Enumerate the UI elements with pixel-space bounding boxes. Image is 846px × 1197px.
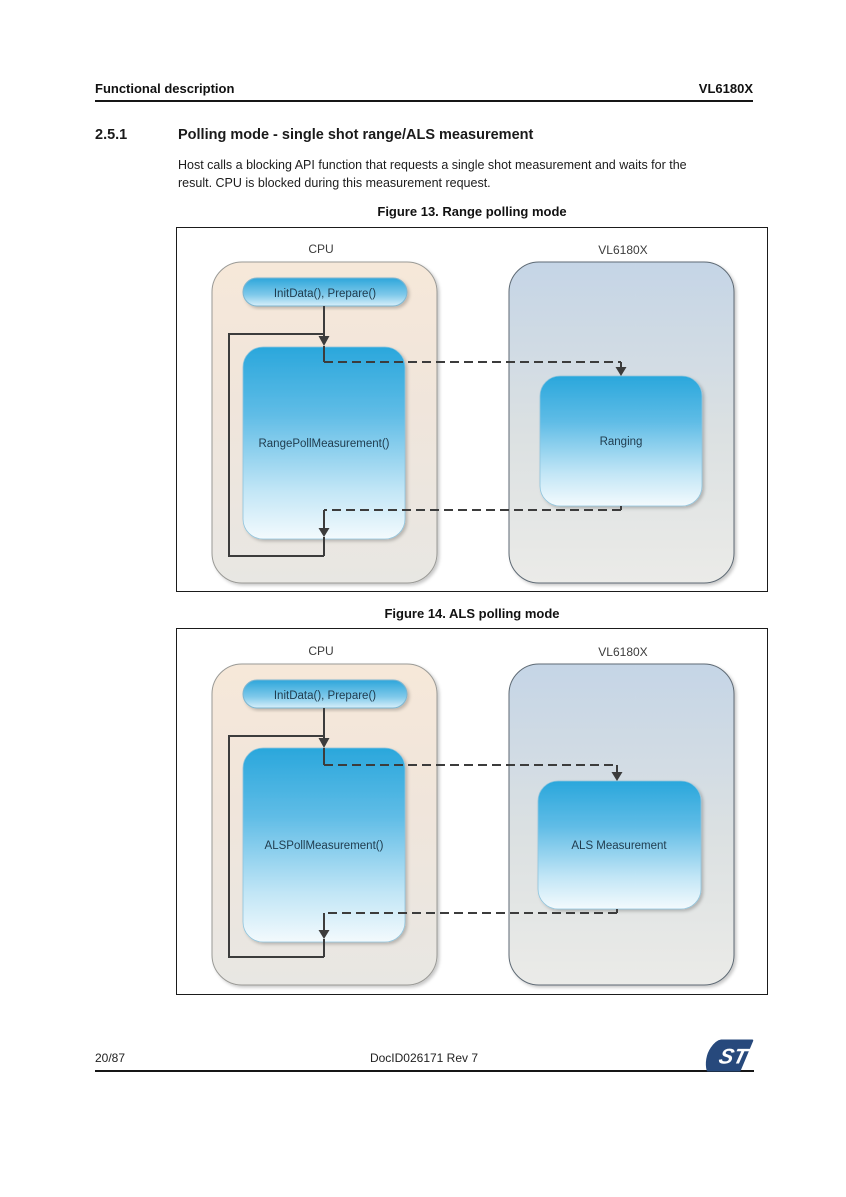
figure13-pill-label: InitData(), Prepare(): [273, 288, 377, 300]
st-logo: [705, 1039, 754, 1072]
section-number: 2.5.1: [95, 127, 128, 143]
footer-rule: [95, 1070, 754, 1072]
figure14-device-label: VL6180X: [598, 645, 648, 659]
header-left: Functional description: [95, 81, 235, 96]
header-rule: [95, 100, 753, 102]
figure13-cpu-label: CPU: [308, 242, 334, 256]
figure13-diagram: [176, 227, 768, 592]
figure14-cpu-box-label: ALSPollMeasurement(): [264, 840, 384, 852]
figure14-cpu-label: CPU: [308, 644, 334, 658]
figure13-svg: [177, 228, 766, 590]
figure13-device-label: VL6180X: [598, 243, 648, 257]
header-right: VL6180X: [698, 81, 753, 96]
figure13-caption: Figure 13. Range polling mode: [377, 204, 567, 219]
figure13-cpu-box-label: RangePollMeasurement(): [258, 438, 390, 450]
footer-docid: DocID026171 Rev 7: [369, 1051, 479, 1065]
st-logo-letters: ST: [716, 1043, 750, 1069]
figure14-device-box-label: ALS Measurement: [571, 840, 667, 852]
figure14-svg: [177, 629, 766, 993]
figure14-caption: Figure 14. ALS polling mode: [384, 606, 560, 621]
body-paragraph: [178, 157, 760, 192]
footer-page-number: 20/87: [95, 1051, 126, 1065]
st-logo-icon: [705, 1039, 754, 1072]
paragraph-line-2: result. CPU is blocked during this measurement request.: [178, 175, 491, 190]
figure14-pill-label: InitData(), Prepare(): [273, 690, 377, 702]
paragraph-line-1: Host calls a blocking API function that requests a single shot measurement and waits for the: [178, 158, 687, 172]
figure13-device-box-label: Ranging: [599, 436, 643, 448]
figure14-diagram: [176, 628, 768, 995]
section-title: Polling mode - single shot range/ALS measurement: [178, 127, 534, 143]
